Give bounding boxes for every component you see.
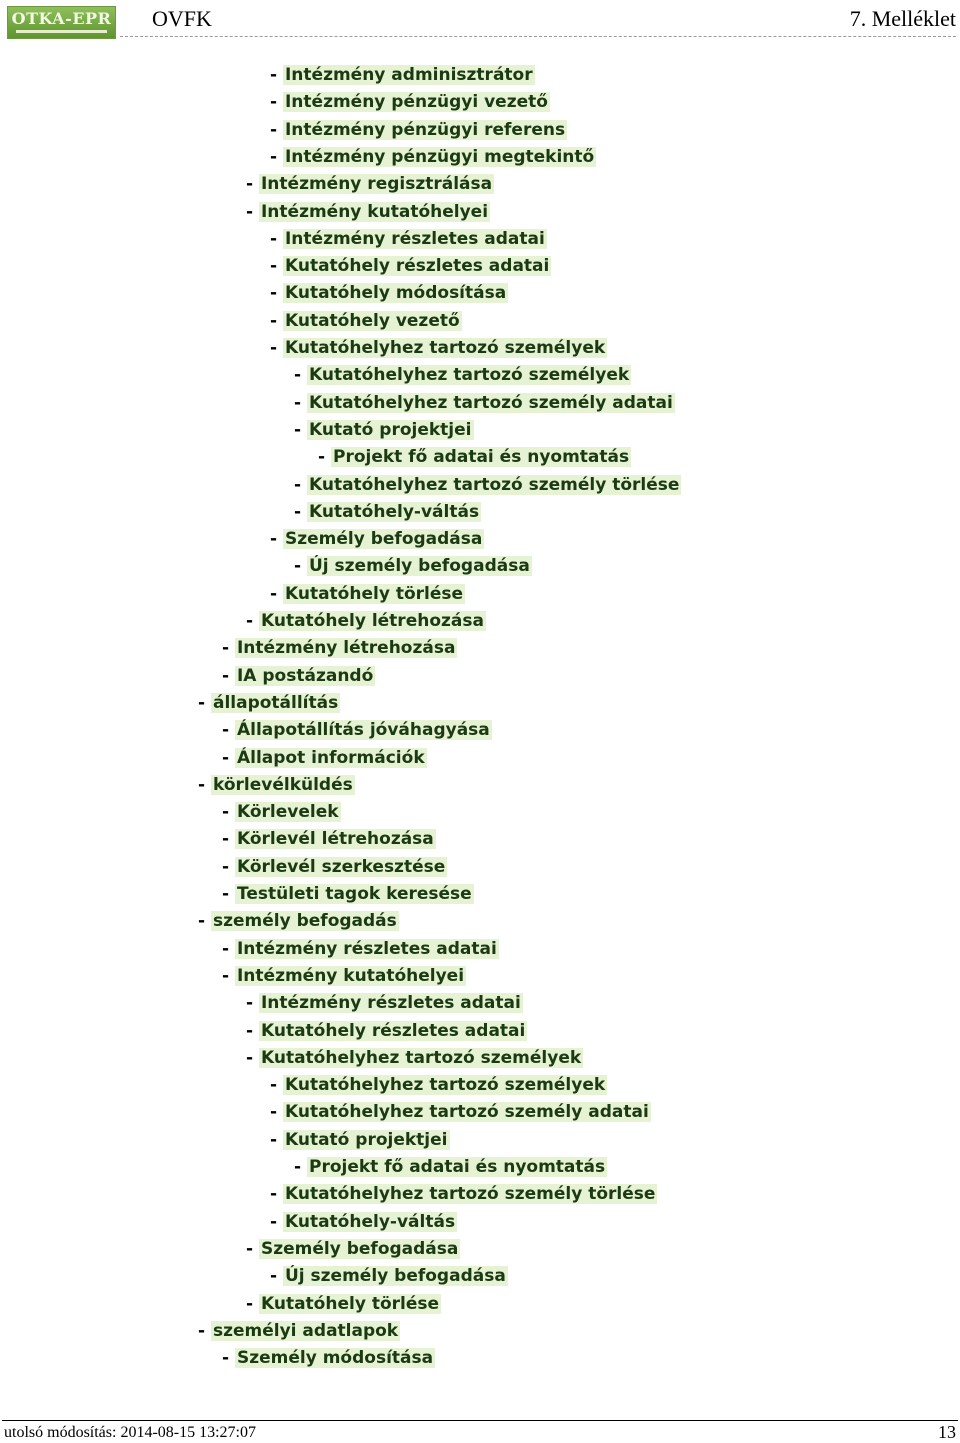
menu-item[interactable] [222, 964, 466, 989]
item-bullet-dash: - [270, 92, 283, 112]
menu-item[interactable] [198, 909, 399, 934]
menu-item-label: Intézmény adminisztrátor [284, 65, 533, 85]
menu-item-label: Intézmény pénzügyi megtekintő [284, 147, 595, 167]
item-bullet-dash: - [222, 1348, 235, 1368]
item-bullet-dash: - [198, 911, 211, 931]
otka-epr-logo [7, 6, 116, 39]
menu-item[interactable] [294, 418, 474, 443]
menu-item-label: Körlevél szerkesztése [236, 857, 446, 877]
menu-item-label: állapotállítás [212, 693, 339, 713]
menu-item[interactable] [198, 1319, 400, 1344]
menu-item[interactable] [222, 746, 427, 771]
menu-item[interactable] [270, 145, 596, 170]
page-number: 13 [938, 1422, 956, 1442]
menu-item-label: Intézmény részletes adatai [236, 939, 497, 959]
item-bullet-dash: - [222, 884, 235, 904]
menu-item-label: Személy módosítása [236, 1348, 434, 1368]
menu-item[interactable] [198, 773, 355, 798]
item-bullet-dash: - [294, 393, 307, 413]
page-footer [0, 1414, 960, 1442]
item-bullet-dash: - [246, 1294, 259, 1314]
menu-item[interactable] [294, 473, 681, 498]
header-divider [120, 36, 956, 37]
menu-item-label: Kutatóhelyhez tartozó személyek [260, 1048, 582, 1068]
menu-item-label: Kutatóhely módosítása [284, 283, 507, 303]
menu-item-label: Intézmény pénzügyi referens [284, 120, 566, 140]
item-bullet-dash: - [294, 475, 307, 495]
menu-item[interactable] [270, 1128, 450, 1153]
menu-item-label: Kutatóhely vezető [284, 311, 460, 331]
menu-item-label: Kutatóhelyhez tartozó személy törlése [308, 475, 680, 495]
item-bullet-dash: - [270, 1266, 283, 1286]
item-bullet-dash: - [270, 256, 283, 276]
menu-item[interactable] [294, 500, 481, 525]
menu-item-label: Kutatóhelyhez tartozó személy törlése [284, 1184, 656, 1204]
menu-item-label: Kutatóhely-váltás [308, 502, 480, 522]
item-bullet-dash: - [270, 1212, 283, 1232]
menu-item-label: Állapotállítás jóváhagyása [236, 720, 490, 740]
menu-item[interactable] [294, 554, 532, 579]
menu-item[interactable] [246, 1046, 583, 1071]
header-right-title: 7. Melléklet [849, 6, 956, 31]
item-bullet-dash: - [246, 611, 259, 631]
menu-item[interactable] [270, 118, 567, 143]
menu-item-label: Kutató projektjei [284, 1130, 448, 1150]
menu-item[interactable] [246, 609, 486, 634]
menu-item-label: Intézmény regisztrálása [260, 174, 493, 194]
item-bullet-dash: - [270, 529, 283, 549]
item-bullet-dash: - [270, 584, 283, 604]
menu-item[interactable] [222, 827, 436, 852]
item-bullet-dash: - [222, 720, 235, 740]
menu-item-label: Új személy befogadása [308, 556, 530, 576]
menu-item[interactable] [270, 1100, 651, 1125]
menu-item-label: Személy befogadása [260, 1239, 459, 1259]
menu-item-label: Kutatóhely törlése [260, 1294, 440, 1314]
item-bullet-dash: - [222, 939, 235, 959]
menu-item[interactable] [270, 1264, 508, 1289]
item-bullet-dash: - [270, 1184, 283, 1204]
menu-item[interactable] [222, 937, 499, 962]
menu-item[interactable] [198, 691, 340, 716]
item-bullet-dash: - [294, 1157, 307, 1177]
item-bullet-dash: - [270, 120, 283, 140]
item-bullet-dash: - [222, 802, 235, 822]
header-left-title: OVFK [152, 6, 212, 31]
menu-item[interactable] [222, 1346, 435, 1371]
menu-item-label: Körlevelek [236, 802, 339, 822]
menu-item[interactable] [222, 882, 474, 907]
item-bullet-dash: - [318, 447, 331, 467]
menu-item[interactable] [270, 336, 607, 361]
menu-item-label: Kutatóhely létrehozása [260, 611, 484, 631]
item-bullet-dash: - [270, 147, 283, 167]
menu-item-label: Kutatóhelyhez tartozó személy adatai [308, 393, 673, 413]
menu-item[interactable] [270, 1073, 607, 1098]
menu-item[interactable] [222, 718, 492, 743]
menu-item[interactable] [270, 1182, 657, 1207]
menu-item-label: Kutatóhely-váltás [284, 1212, 456, 1232]
menu-item[interactable] [222, 664, 375, 689]
menu-item-label: körlevélküldés [212, 775, 353, 795]
menu-item[interactable] [270, 281, 508, 306]
menu-item[interactable] [294, 363, 631, 388]
page-header [0, 0, 960, 44]
menu-item-label: Körlevél létrehozása [236, 829, 434, 849]
item-bullet-dash: - [246, 202, 259, 222]
menu-item-label: Állapot információk [236, 748, 425, 768]
last-modified: utolsó módosítás: 2014-08-15 13:27:07 [4, 1424, 256, 1441]
item-bullet-dash: - [198, 693, 211, 713]
menu-item-label: Intézmény részletes adatai [284, 229, 545, 249]
item-bullet-dash: - [222, 966, 235, 986]
menu-item-label: Intézmény kutatóhelyei [236, 966, 465, 986]
menu-item-label: Kutatóhelyhez tartozó személyek [284, 338, 606, 358]
menu-item-label: Kutatóhely részletes adatai [260, 1021, 526, 1041]
menu-item-label: Intézmény létrehozása [236, 638, 456, 658]
item-bullet-dash: - [294, 420, 307, 440]
item-bullet-dash: - [198, 1321, 211, 1341]
menu-item[interactable] [246, 1019, 527, 1044]
menu-item[interactable] [246, 172, 494, 197]
item-bullet-dash: - [246, 1021, 259, 1041]
menu-item[interactable] [270, 1210, 457, 1235]
menu-item-label: IA postázandó [236, 666, 374, 686]
item-bullet-dash: - [294, 365, 307, 385]
menu-item[interactable] [270, 227, 547, 252]
item-bullet-dash: - [222, 638, 235, 658]
item-bullet-dash: - [270, 1130, 283, 1150]
menu-item[interactable] [270, 63, 535, 88]
menu-item[interactable] [246, 991, 523, 1016]
menu-item-label: Új személy befogadása [284, 1266, 506, 1286]
item-bullet-dash: - [222, 666, 235, 686]
logo-text: OTKA-EPR [11, 9, 112, 28]
menu-item[interactable] [270, 90, 550, 115]
item-bullet-dash: - [222, 748, 235, 768]
item-bullet-dash: - [246, 993, 259, 1013]
menu-item-label: Kutatóhelyhez tartozó személyek [284, 1075, 606, 1095]
menu-item[interactable] [270, 527, 484, 552]
menu-item[interactable] [294, 1155, 607, 1180]
menu-item-label: Intézmény részletes adatai [260, 993, 521, 1013]
menu-item-label: Kutatóhely részletes adatai [284, 256, 550, 276]
menu-item[interactable] [318, 445, 631, 470]
footer-divider [2, 1420, 958, 1421]
menu-item[interactable] [270, 582, 465, 607]
menu-item[interactable] [222, 800, 341, 825]
item-bullet-dash: - [246, 174, 259, 194]
menu-item[interactable] [222, 855, 447, 880]
item-bullet-dash: - [222, 857, 235, 877]
item-bullet-dash: - [246, 1048, 259, 1068]
menu-item-label: személyi adatlapok [212, 1321, 399, 1341]
menu-item-label: Kutató projektjei [308, 420, 472, 440]
menu-item[interactable] [246, 1237, 460, 1262]
menu-item[interactable] [246, 200, 490, 225]
menu-item[interactable] [270, 254, 551, 279]
menu-item-label: Intézmény kutatóhelyei [260, 202, 489, 222]
menu-item[interactable] [294, 391, 675, 416]
item-bullet-dash: - [222, 829, 235, 849]
item-bullet-dash: - [270, 1102, 283, 1122]
item-bullet-dash: - [270, 311, 283, 331]
menu-item-label: Testületi tagok keresése [236, 884, 472, 904]
item-bullet-dash: - [270, 338, 283, 358]
item-bullet-dash: - [246, 1239, 259, 1259]
menu-item-label: Intézmény pénzügyi vezető [284, 92, 548, 112]
item-bullet-dash: - [198, 775, 211, 795]
item-bullet-dash: - [270, 283, 283, 303]
item-bullet-dash: - [270, 1075, 283, 1095]
menu-item-label: Kutatóhely törlése [284, 584, 464, 604]
menu-item-label: személy befogadás [212, 911, 397, 931]
menu-item[interactable] [270, 309, 462, 334]
menu-item-label: Kutatóhelyhez tartozó személy adatai [284, 1102, 649, 1122]
menu-item[interactable] [222, 636, 457, 661]
menu-item-label: Kutatóhelyhez tartozó személyek [308, 365, 630, 385]
menu-item-label: Projekt fő adatai és nyomtatás [332, 447, 630, 467]
logo-strip [16, 30, 107, 33]
item-bullet-dash: - [294, 556, 307, 576]
menu-item-label: Projekt fő adatai és nyomtatás [308, 1157, 606, 1177]
menu-item[interactable] [246, 1292, 441, 1317]
item-bullet-dash: - [294, 502, 307, 522]
item-bullet-dash: - [270, 65, 283, 85]
item-bullet-dash: - [270, 229, 283, 249]
menu-item-label: Személy befogadása [284, 529, 483, 549]
